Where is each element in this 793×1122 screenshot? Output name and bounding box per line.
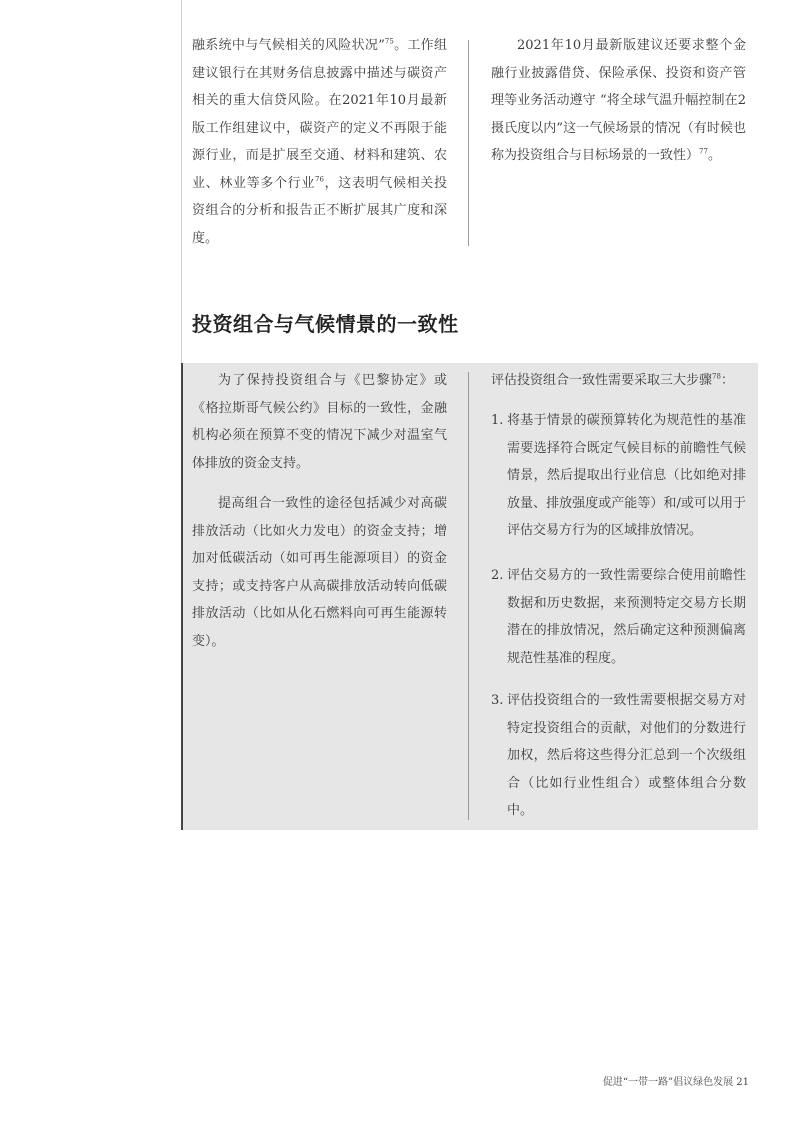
box-paragraph-2: 提高组合一致性的途径包括减少对高碳排放活动（比如火力发电）的资金支持；增加对低碳活动（如可再生能源项目）的资金支持；或支持客户从高碳排放活动转向低碳排放活动（比如从化石燃料向可再生能源转变）。 xyxy=(192,496,447,649)
box-paragraph-1: 为了保持投资组合与《巴黎协定》或《格拉斯哥气候公约》目标的一致性，金融机构必须在预算不变的情况下减少对温室气体排放的资金支持。 xyxy=(192,373,447,471)
step-number: 3. xyxy=(491,693,504,708)
footer-title: 促进“一带一路”倡议绿色发展 xyxy=(602,1077,734,1088)
footnote-ref-78[interactable]: 78 xyxy=(712,372,721,381)
intro-text: ： xyxy=(720,373,734,388)
disclosure-paragraph xyxy=(491,32,746,170)
page-number: 21 xyxy=(736,1077,749,1088)
paragraph-text: 。 xyxy=(707,148,721,163)
section-title: 投资组合与气候情景的一致性 xyxy=(192,312,459,336)
steps-intro xyxy=(491,367,746,395)
intro-text: 评估投资组合一致性需要采取三大步骤 xyxy=(491,373,713,388)
step-text: 将基于情景的碳预算转化为规范性的基准需要选择符合既定气候目标的前瞻性气候情景，然后提取出行业信息（比如绝对排放量、排放强度或产能等）和/或可以用于评估交易方行为的区域排放情况。 xyxy=(507,413,746,538)
step-number: 2. xyxy=(491,568,504,583)
step-item-2 xyxy=(491,562,746,672)
paragraph-text: 2021年10月最新版建议还要求整个金融行业披露借贷、保险承保、投资和资产管理等业务活动遵守 “将全球气温升幅控制在2摄氏度以内”这一气候场景的情况（有时候也称为投资组合与目标场景的一致性） xyxy=(491,38,746,163)
page-footer xyxy=(603,1073,749,1088)
step-item-3 xyxy=(491,687,746,825)
step-text: 评估交易方的一致性需要综合使用前瞻性数据和历史数据，来预测特定交易方长期潜在的排放情况，然后确定这种预测偏离规范性基准的程度。 xyxy=(507,568,746,666)
continued-paragraph xyxy=(192,32,447,252)
footnote-ref-76[interactable]: 76 xyxy=(315,175,324,184)
footnote-ref-77[interactable]: 77 xyxy=(699,147,708,156)
paragraph-text: ，这表明气候相关投资组合的分析和报告正不断扩展其广度和深度。 xyxy=(192,175,447,246)
step-text: 评估投资组合的一致性需要根据交易方对特定投资组合的贡献，对他们的分数进行加权，然后将这些得分汇总到一个次级组合（比如行业性组合）或整体组合分数中。 xyxy=(507,693,746,818)
column-divider xyxy=(468,372,469,820)
paragraph-text: 。工作组建议银行在其财务信息披露中描述与碳资产相关的重大信贷风险。在2021年10月最新版工作组建议中，碳资产的定义不再限于能源行业，而是扩展至交通、材料和建筑、农业、林业等多个行业 xyxy=(192,38,447,191)
info-box-rule xyxy=(181,363,183,830)
column-divider xyxy=(468,40,469,246)
paragraph-text: 融系统中与气候相关的风险状况” xyxy=(192,38,385,53)
footnote-ref-75[interactable]: 75 xyxy=(384,37,394,46)
left-margin-rule xyxy=(181,0,182,363)
step-number: 1. xyxy=(491,413,504,428)
step-item-1 xyxy=(491,407,746,545)
